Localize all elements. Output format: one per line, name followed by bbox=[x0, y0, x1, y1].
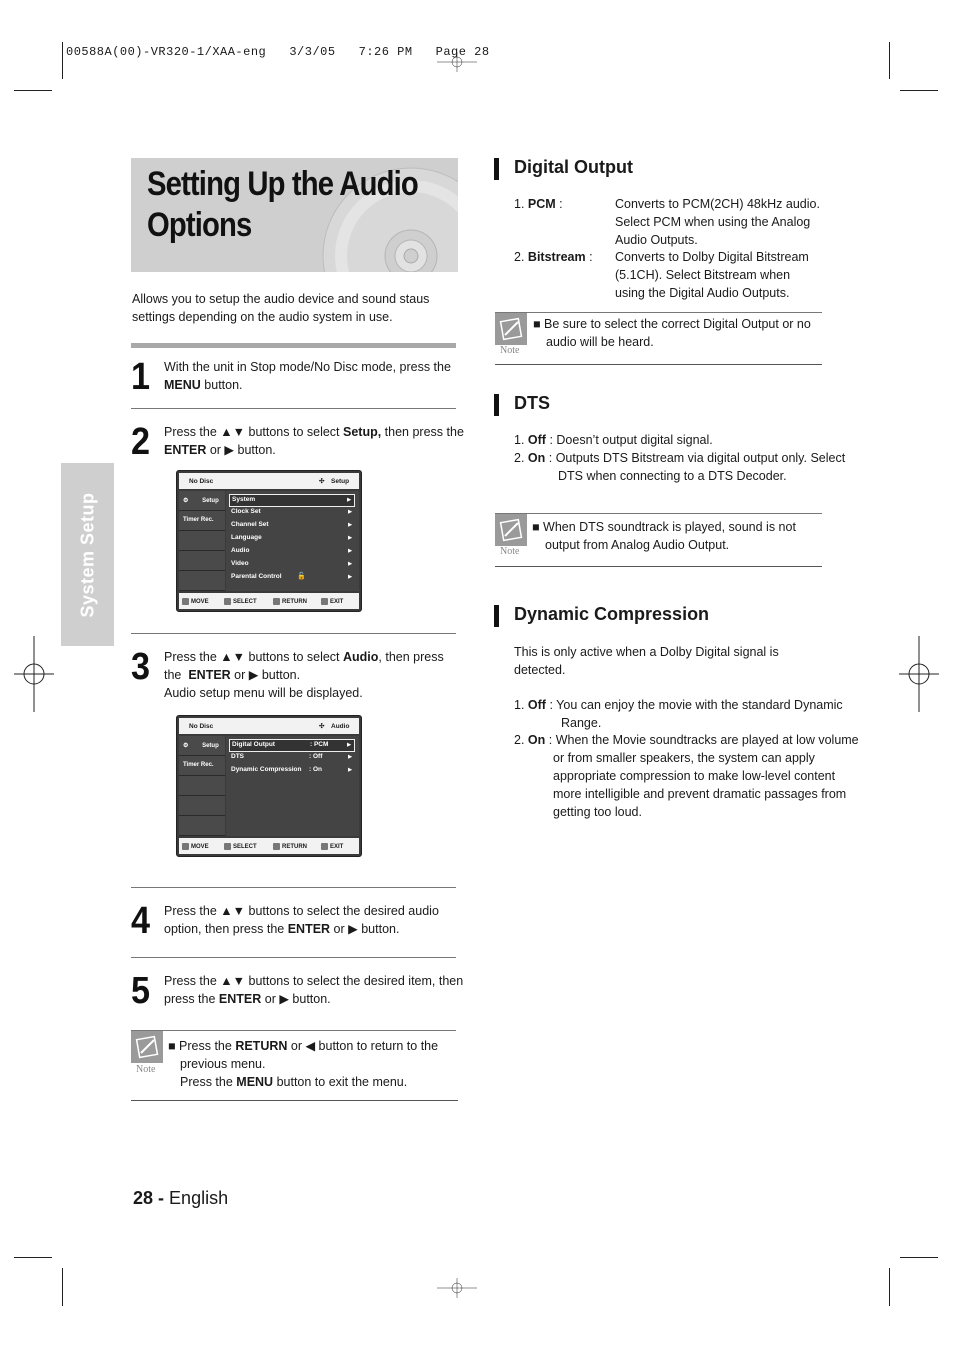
exit-icon bbox=[321, 843, 328, 850]
setup-icon: ✣ bbox=[319, 478, 325, 485]
crop-mark bbox=[900, 90, 938, 91]
arrow-right-icon: ▶ bbox=[347, 742, 351, 748]
divider bbox=[495, 566, 822, 567]
osd-row: Clock Set ▶ bbox=[231, 508, 352, 515]
osd-footer: MOVE SELECT RETURN EXIT bbox=[179, 838, 359, 854]
section-bar bbox=[494, 605, 499, 627]
intro-text: Allows you to setup the audio device and sound staus settings depending on the audio system in use. bbox=[132, 292, 430, 324]
arrow-right-icon: ▶ bbox=[348, 574, 352, 580]
osd-sidebar-setup: ⚙ Setup bbox=[179, 491, 225, 511]
dts-note: ■ When DTS soundtrack is played, sound is not output from Analog Audio Output. bbox=[532, 520, 796, 552]
arrow-right-icon: ▶ bbox=[348, 535, 352, 541]
osd-row: Channel Set ▶ bbox=[231, 521, 352, 528]
divider bbox=[131, 408, 456, 409]
osd-row: System ▶ bbox=[229, 494, 355, 507]
gear-icon: ⚙ bbox=[183, 743, 189, 749]
divider bbox=[495, 513, 822, 514]
registration-mark-icon bbox=[14, 636, 54, 712]
print-header: 00588A(00)-VR320-1/XAA-eng 3/3/05 7:26 PM Page 28 bbox=[66, 45, 490, 59]
section-bar bbox=[494, 394, 499, 416]
osd-row: Parental Control 🔓 ▶ bbox=[231, 573, 352, 580]
arrow-right-icon: ▶ bbox=[348, 548, 352, 554]
divider bbox=[131, 343, 456, 348]
osd-footer: MOVE SELECT RETURN EXIT bbox=[179, 593, 359, 609]
dynamic-compression-heading: Dynamic Compression bbox=[514, 604, 710, 624]
divider bbox=[131, 1030, 456, 1031]
osd-row: Audio ▶ bbox=[231, 547, 352, 554]
osd-sidebar-timer: Timer Rec. bbox=[179, 756, 225, 776]
divider bbox=[131, 957, 456, 958]
select-icon bbox=[224, 843, 231, 850]
crop-mark bbox=[14, 90, 52, 91]
left-note-text: ■ Press the RETURN or ◀ button to return to the previous menu. Press the MENU button to exit the menu. bbox=[168, 1039, 439, 1089]
osd-setup-menu bbox=[176, 470, 362, 612]
osd-row: Language ▶ bbox=[231, 534, 352, 541]
dynamic-item-2: 2. On : When the Movie soundtracks are played at low volume or from smaller speakers, the system can apply appropriate compression to make low-level content more intelligible and prevent dramatic passages from getting too loud. bbox=[514, 733, 859, 819]
osd-header: No Disc ✣ Audio bbox=[179, 718, 359, 734]
step-number: 2 bbox=[131, 421, 151, 463]
crop-mark bbox=[62, 1268, 63, 1306]
osd-row: Digital Output : PCM ▶ bbox=[229, 739, 355, 752]
osd-row: Video ▶ bbox=[231, 560, 352, 567]
arrow-right-icon: ▶ bbox=[348, 754, 352, 760]
osd-audio-menu bbox=[176, 715, 362, 857]
lock-icon: 🔓 bbox=[297, 573, 306, 580]
page-number: 28 - English bbox=[133, 1188, 229, 1208]
divider bbox=[131, 887, 456, 888]
setup-icon: ✣ bbox=[319, 723, 325, 730]
osd-row: Dynamic Compression : On ▶ bbox=[231, 766, 352, 773]
step-3-text: Press the ▲▼ buttons to select Audio, then press the ENTER or ▶ button. Audio setup menu will be displayed. bbox=[164, 650, 448, 700]
osd-sidebar bbox=[179, 736, 225, 836]
note-label: Note bbox=[136, 1064, 156, 1075]
page-title: Setting Up the Audio Options bbox=[147, 165, 418, 244]
arrow-right-icon: ▶ bbox=[348, 522, 352, 528]
note-label: Note bbox=[500, 345, 520, 356]
registration-mark-icon bbox=[437, 1268, 477, 1308]
section-bar bbox=[494, 158, 499, 180]
title-banner bbox=[131, 158, 458, 272]
osd-sidebar-setup: ⚙ Setup bbox=[179, 736, 225, 756]
step-2-text: Press the ▲▼ buttons to select Setup, then press the ENTER or ▶ button. bbox=[164, 425, 464, 457]
return-icon bbox=[273, 843, 280, 850]
arrow-right-icon: ▶ bbox=[347, 497, 351, 503]
crop-mark bbox=[889, 1268, 890, 1306]
note-pencil-icon bbox=[495, 514, 527, 546]
side-tab-label: System Setup bbox=[77, 491, 97, 618]
move-icon bbox=[182, 598, 189, 605]
arrow-right-icon: ▶ bbox=[348, 509, 352, 515]
registration-mark-icon bbox=[899, 636, 939, 712]
digital-output-heading: Digital Output bbox=[514, 157, 633, 177]
exit-icon bbox=[321, 598, 328, 605]
move-icon bbox=[182, 843, 189, 850]
arrow-right-icon: ▶ bbox=[348, 561, 352, 567]
osd-main-list bbox=[226, 736, 359, 836]
arrow-right-icon: ▶ bbox=[348, 767, 352, 773]
osd-sidebar-timer: Timer Rec. bbox=[179, 511, 225, 531]
osd-sidebar bbox=[179, 491, 225, 591]
registration-mark-icon bbox=[437, 42, 477, 82]
digital-output-item-2: 2. Bitstream : Converts to Dolby Digital Bitstream (5.1CH). Select Bitstream when using the Digital Audio Outputs. bbox=[514, 250, 809, 300]
note-pencil-icon bbox=[495, 313, 527, 345]
divider bbox=[131, 633, 456, 634]
select-icon bbox=[224, 598, 231, 605]
step-4-text: Press the ▲▼ buttons to select the desired audio option, then press the ENTER or ▶ button. bbox=[164, 904, 439, 936]
crop-mark bbox=[889, 42, 890, 79]
dynamic-intro: This is only active when a Dolby Digital signal is detected. bbox=[514, 645, 779, 677]
dts-item-1: 1. Off : Doesn’t output digital signal. bbox=[514, 433, 713, 447]
note-pencil-icon bbox=[131, 1031, 163, 1063]
digital-output-item-1: 1. PCM : Converts to PCM(2CH) 48kHz audio. Select PCM when using the Analog Audio Outputs. bbox=[514, 197, 820, 247]
step-1-text: With the unit in Stop mode/No Disc mode, press the MENU button. bbox=[164, 360, 451, 392]
section-side-tab bbox=[61, 463, 114, 646]
crop-mark bbox=[900, 1257, 938, 1258]
osd-main-list bbox=[226, 491, 359, 591]
note-label: Note bbox=[500, 546, 520, 557]
crop-mark bbox=[62, 42, 63, 79]
dts-heading: DTS bbox=[514, 393, 550, 413]
osd-row: DTS : Off ▶ bbox=[231, 753, 352, 760]
digital-output-note: ■ Be sure to select the correct Digital Output or no audio will be heard. bbox=[533, 317, 811, 349]
divider bbox=[495, 364, 822, 365]
divider bbox=[495, 312, 822, 313]
crop-mark bbox=[14, 1257, 52, 1258]
step-5-text: Press the ▲▼ buttons to select the desired item, then press the ENTER or ▶ button. bbox=[164, 974, 464, 1006]
dynamic-item-1: 1. Off : You can enjoy the movie with the standard Dynamic Range. bbox=[514, 698, 843, 730]
step-number: 5 bbox=[131, 970, 151, 1012]
step-number: 1 bbox=[131, 356, 151, 398]
divider bbox=[131, 1100, 458, 1101]
osd-header: No Disc ✣ Setup bbox=[179, 473, 359, 489]
step-number: 3 bbox=[131, 646, 151, 688]
gear-icon: ⚙ bbox=[183, 498, 189, 504]
step-number: 4 bbox=[131, 900, 151, 942]
dts-item-2: 2. On : Outputs DTS Bitstream via digital output only. Select DTS when connecting to a DTS Decoder. bbox=[514, 451, 846, 483]
return-icon bbox=[273, 598, 280, 605]
